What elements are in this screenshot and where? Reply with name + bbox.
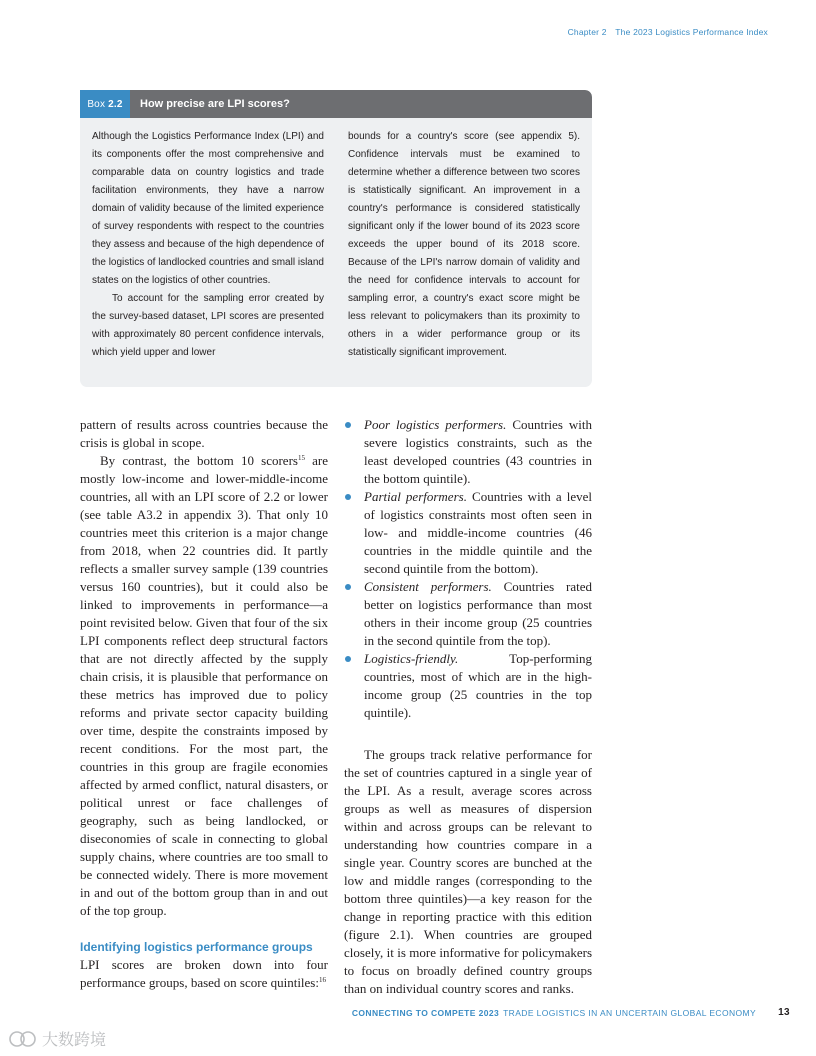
body-paragraph	[80, 452, 328, 920]
group-description: Top-performing countries, most of which are in the high-income group (25 countries in the top quintile).	[364, 651, 592, 720]
box-tag	[80, 90, 130, 118]
group-description: Countries rated better on logistics performance than most others in their income group (25 countries in the second quintile from the top).	[364, 579, 592, 648]
watermark-text: 大数跨境	[42, 1030, 107, 1049]
paragraph-text: are mostly low-income and lower-middle-income countries, all with an LPI score of 2.2 or lower (see table A3.2 in appendix 3). That only 10 countries meet this criterion is a major change from 2018, when 22 countries did. It partly reflects a smaller survey sample (139 countries versus 160 countries), but it could also be linked to improvements in performance—a point revisited below. Given that four of the six LPI components reflect deep structural factors that are not directly affected by the supply chain crisis, it is plausible that performance on these metrics has improved due to policy reforms and private sector capacity building over time, despite the constraints imposed by recent conditions. For the most part, the countries in this group are fragile economies affected by armed conflict, natural disasters, or political unrest or face challenges of geography, such as being landlocked, or diseconomies of scale in connecting to global supply chains, where countries are too small to be connected widely. There is more movement in and out of the bottom group than in and out of the top group.	[80, 453, 328, 918]
group-name: Consistent performers.	[364, 579, 492, 594]
footnote-ref[interactable]: 15	[297, 454, 305, 462]
paragraph-text: By contrast, the bottom 10 scorers	[100, 453, 298, 468]
group-name: Partial performers.	[364, 489, 467, 504]
body-column-right	[344, 416, 592, 998]
running-footer	[352, 1007, 790, 1018]
box-column-left	[92, 128, 324, 362]
box-paragraph: bounds for a country's score (see appendix 5). Confidence intervals must be examined to determine whether a difference between two scores is statistically significant. An improvement in a country's performance is considered statistically significant only if the lower bound of its 2023 score exceeds the upper bound of its 2018 score. Because of the LPI's narrow domain of validity and the need for confidence intervals to account for sampling error, a country's exact score might be less relevant to policymakers than its proximity to others in a wider performance group or its statistically significant improvement.	[348, 131, 580, 358]
group-description: Countries with a level of logistics constraints most often seen in low- and middle-income countries (46 countries in the middle quintile and the second quintile from the bottom).	[364, 489, 592, 576]
list-item	[344, 416, 592, 488]
footer-book-title: CONNECTING TO COMPETE 2023	[351, 1007, 500, 1018]
paragraph-text: LPI scores are broken down into four performance groups, based on score quintiles:	[80, 957, 328, 990]
group-name: Poor logistics performers.	[364, 417, 507, 432]
footer-subtitle: TRADE LOGISTICS IN AN UNCERTAIN GLOBAL ECONOMY	[503, 1007, 757, 1018]
box-paragraph: Although the Logistics Performance Index (LPI) and its components offer the most comprehensive and comparable data on country logistics and trade facilitation environments, they have a narrow domain of validity because of the limited experience of survey respondents with respect to the countries they assess and because of the high dependence of the logistics of landlocked countries and small island states on the logistics of other countries.	[92, 131, 324, 286]
body-column-left	[80, 416, 328, 992]
box-header	[80, 90, 592, 118]
box-2-2	[80, 90, 592, 387]
body-paragraph	[80, 956, 328, 992]
performance-group-list	[344, 416, 592, 722]
group-name: Logistics-friendly.	[364, 651, 459, 666]
box-paragraph: To account for the sampling error created by the survey-based dataset, LPI scores are presented with approximately 80 percent confidence intervals, which yield upper and lower	[92, 293, 324, 358]
header-title: The 2023 Logistics Performance Index	[615, 27, 768, 37]
group-description: Countries with severe logistics constraints, such as the least developed countries (43 countries in the bottom quintile).	[364, 417, 592, 486]
list-item	[344, 650, 592, 722]
body-paragraph: pattern of results across countries because the crisis is global in scope.	[80, 417, 328, 450]
box-tag-word: Box	[87, 98, 106, 110]
box-column-right	[348, 128, 580, 362]
list-item	[344, 578, 592, 650]
list-item	[344, 488, 592, 578]
watermark	[8, 1027, 106, 1050]
header-chapter: Chapter 2	[567, 27, 607, 37]
running-header	[568, 27, 768, 37]
box-title: How precise are LPI scores?	[140, 98, 290, 110]
body-paragraph: The groups track relative performance for the set of countries captured in a single year of the LPI. As a result, average scores across groups as well as measures of dispersion within and across groups can be relevant to understanding how countries compare in a single year. Country scores are bunched at the low and middle ranges (corresponding to the bottom three quintiles)—a key reason for the change in reporting practice with this edition (figure 2.1). When countries are grouped closely, it is more informative for policymakers to focus on broadly defined country groups than on individual country scores and ranks.	[344, 747, 592, 996]
page-number: 13	[778, 1007, 790, 1018]
box-tag-number: 2.2	[108, 98, 123, 110]
footnote-ref[interactable]: 16	[318, 976, 326, 984]
section-heading: Identifying logistics performance groups	[80, 940, 313, 954]
watermark-logo-icon	[8, 1030, 38, 1048]
